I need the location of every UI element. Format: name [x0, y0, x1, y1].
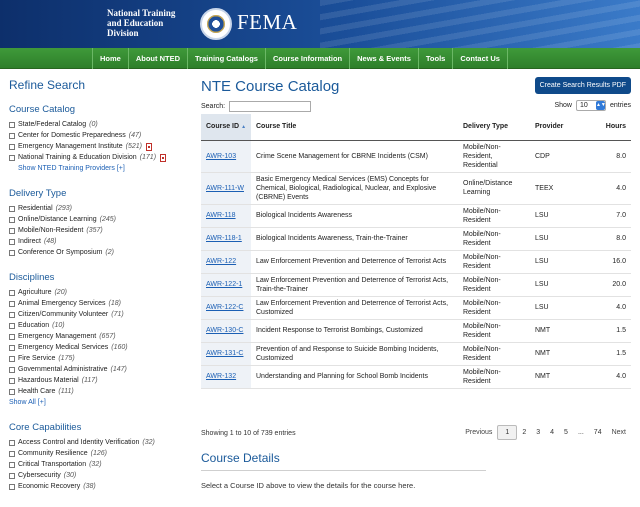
checkbox[interactable]: [9, 367, 15, 373]
pagination: [460, 425, 631, 440]
filter-count: (126): [90, 450, 107, 457]
pdf-icon[interactable]: [146, 143, 152, 151]
page-button[interactable]: 3: [536, 429, 541, 436]
show-all-disciplines-link[interactable]: Show All [+]: [9, 399, 46, 406]
filter-option[interactable]: [9, 364, 189, 375]
course-id-link[interactable]: AWR-118: [206, 212, 236, 219]
filter-label: Online/Distance Learning: [18, 216, 97, 223]
checkbox[interactable]: [9, 217, 15, 223]
filter-count: (32): [142, 439, 155, 446]
provider-cell: LSU: [530, 296, 588, 319]
nav-tools[interactable]: Tools: [419, 48, 453, 69]
column-header-hours[interactable]: Hours: [588, 114, 631, 140]
course-id-link[interactable]: AWR-131-C: [206, 350, 244, 357]
filter-count: (657): [99, 333, 116, 340]
create-pdf-button[interactable]: Create Search Results PDF: [535, 77, 631, 94]
provider-cell: NMT: [530, 319, 588, 342]
nav-training-catalogs[interactable]: Training Catalogs: [188, 48, 266, 69]
delivery-type-cell: Mobile/Non-Resident: [458, 342, 530, 365]
checkbox[interactable]: [9, 312, 15, 318]
filter-option[interactable]: [9, 353, 189, 364]
filter-count: (32): [89, 461, 102, 468]
checkbox[interactable]: [9, 451, 15, 457]
group-title: Delivery Type: [9, 188, 67, 199]
delivery-type-cell: Mobile/Non-Resident: [458, 319, 530, 342]
filter-option[interactable]: [9, 247, 189, 258]
checkbox[interactable]: [9, 356, 15, 362]
table-row: [201, 227, 631, 250]
previous-page-button[interactable]: Previous: [465, 429, 493, 436]
filter-option[interactable]: [9, 470, 189, 481]
provider-cell: NMT: [530, 342, 588, 365]
table-row: [201, 250, 631, 273]
filter-option[interactable]: [9, 298, 189, 309]
filter-count: (111): [58, 388, 74, 395]
filter-label: Emergency Management Institute: [18, 143, 123, 150]
filter-label: Conference Or Symposium: [18, 249, 103, 256]
filter-label: Community Resilience: [18, 450, 88, 457]
nav-contact-us[interactable]: Contact Us: [453, 48, 508, 69]
filter-label: Mobile/Non-Resident: [18, 227, 84, 234]
checkbox[interactable]: [9, 334, 15, 340]
filter-label: Education: [18, 322, 50, 329]
course-id-link[interactable]: AWR-103: [206, 152, 237, 160]
filter-label: Citizen/Community Volunteer: [18, 311, 109, 318]
delivery-type-cell: Mobile/Non-Resident: [458, 204, 530, 227]
checkbox[interactable]: [9, 239, 15, 245]
table-row: [201, 172, 631, 204]
entries-label: entries: [609, 102, 631, 109]
hours-cell: 1.5: [588, 342, 631, 365]
group-title: Course Catalog: [9, 104, 76, 115]
course-details-text: Select a Course ID above to view the details for the course here.: [201, 481, 416, 490]
filter-option[interactable]: [9, 375, 189, 386]
course-title-cell: Biological Incidents Awareness, Train-the-Trainer: [251, 227, 458, 250]
filter-count: (160): [111, 344, 128, 351]
checkbox[interactable]: [9, 122, 15, 128]
filter-label: Access Control and Identity Verification: [18, 439, 140, 446]
filter-option[interactable]: [9, 236, 189, 247]
pdf-icon[interactable]: [160, 154, 166, 162]
chevron-down-icon: ▲▼: [595, 102, 606, 108]
course-title-cell: Basic Emergency Medical Services (EMS) Concepts for Chemical, Biological, Radiological, Nuclear, and Explosive (CBRNE) Events: [251, 172, 458, 204]
filter-option[interactable]: [9, 119, 189, 130]
filter-label: Fire Service: [18, 355, 56, 362]
table-row: [201, 273, 631, 296]
checkbox[interactable]: [9, 462, 15, 468]
search-input[interactable]: [229, 101, 311, 112]
checkbox[interactable]: [9, 290, 15, 296]
agency-logo[interactable]: FEMA: [237, 10, 298, 34]
filter-option[interactable]: [9, 437, 189, 448]
checkbox[interactable]: [9, 389, 15, 395]
hours-cell: 8.0: [588, 227, 631, 250]
filter-option[interactable]: [9, 320, 189, 331]
filter-label: Governmental Administrative: [18, 366, 108, 373]
provider-cell: NMT: [530, 365, 588, 388]
course-id-link[interactable]: AWR-132: [206, 373, 237, 380]
page-button[interactable]: 2: [522, 429, 527, 436]
filter-count: (47): [128, 132, 142, 139]
filter-label: Hazardous Material: [18, 377, 79, 384]
filter-count: (171): [139, 154, 157, 161]
filter-label: Cybersecurity: [18, 472, 61, 479]
filter-option[interactable]: [9, 287, 189, 298]
delivery-type-cell: Mobile/Non-Resident: [458, 250, 530, 273]
filter-option[interactable]: [9, 225, 189, 236]
hours-cell: 4.0: [588, 365, 631, 388]
page-button[interactable]: 74: [593, 429, 602, 436]
filter-label: Emergency Medical Services: [18, 344, 109, 351]
filter-count: (357): [86, 227, 103, 234]
filter-count: (18): [108, 300, 121, 307]
delivery-type-cell: Mobile/Non-Resident, Residential: [458, 140, 530, 172]
page-button-current[interactable]: 1: [497, 425, 517, 440]
divider: [201, 470, 486, 471]
filter-label: Animal Emergency Services: [18, 300, 106, 307]
course-title-cell: Understanding and Planning for School Bomb Incidents: [251, 365, 458, 388]
course-title-cell: Biological Incidents Awareness: [251, 204, 458, 227]
filter-label: National Training & Education Division: [18, 154, 137, 161]
provider-cell: LSU: [530, 204, 588, 227]
hours-cell: 20.0: [588, 273, 631, 296]
filter-label: Indirect: [18, 238, 41, 245]
table-row: [201, 140, 631, 172]
filter-option[interactable]: [9, 342, 189, 353]
checkbox[interactable]: [9, 301, 15, 307]
hours-cell: 16.0: [588, 250, 631, 273]
nav-course-information[interactable]: Course Information: [266, 48, 350, 69]
filter-count: (117): [81, 377, 98, 384]
filter-label: Agriculture: [18, 289, 52, 296]
org-name-line: National Training: [107, 8, 176, 18]
show-label: Show: [554, 102, 572, 109]
filter-option[interactable]: [9, 203, 189, 214]
search-row: [201, 101, 311, 112]
provider-cell: LSU: [530, 250, 588, 273]
provider-cell: LSU: [530, 227, 588, 250]
hours-cell: 8.0: [588, 140, 631, 172]
table-row: [201, 365, 631, 388]
course-id-link[interactable]: AWR-118-1: [206, 235, 242, 242]
delivery-type-cell: Mobile/Non-Resident: [458, 296, 530, 319]
hours-cell: 1.5: [588, 319, 631, 342]
course-title-cell: Prevention of and Response to Suicide Bombing Incidents, Customized: [251, 342, 458, 365]
filter-count: (48): [43, 238, 57, 245]
filter-option[interactable]: [9, 130, 189, 141]
flag-background: [320, 0, 640, 48]
table-info: Showing 1 to 10 of 739 entries: [201, 430, 296, 437]
filter-label: Emergency Management: [18, 333, 97, 340]
filter-count: (10): [52, 322, 65, 329]
pagination-ellipsis: ...: [577, 429, 584, 436]
provider-cell: CDP: [530, 140, 588, 172]
filter-count: (521): [125, 143, 143, 150]
course-table: [201, 114, 631, 389]
course-catalog-group: [9, 104, 189, 174]
org-name-line: and Education: [107, 18, 164, 28]
org-name-line: Division: [107, 28, 139, 38]
filter-option[interactable]: [9, 152, 189, 163]
filter-option[interactable]: [9, 448, 189, 459]
filter-option[interactable]: [9, 331, 189, 342]
column-header-provider[interactable]: Provider: [530, 114, 588, 140]
filter-option[interactable]: [9, 214, 189, 225]
course-id-link[interactable]: AWR-130-C: [206, 327, 244, 334]
delivery-type-group: [9, 188, 189, 258]
refine-search-sidebar: [9, 78, 189, 506]
nav-home[interactable]: Home: [92, 48, 129, 69]
table-row: [201, 342, 631, 365]
course-id-link[interactable]: AWR-111-W: [206, 184, 244, 192]
table-row: [201, 319, 631, 342]
sort-ascending-icon: ▲: [241, 124, 247, 131]
table-header-row: [201, 114, 631, 140]
page-length-control: [554, 100, 631, 111]
group-title: Core Capabilities: [9, 422, 82, 433]
course-title-cell: Crime Scene Management for CBRNE Incidents (CSM): [251, 140, 458, 172]
filter-count: (245): [99, 216, 116, 223]
filter-option[interactable]: [9, 386, 189, 397]
dhs-seal-icon[interactable]: [200, 8, 232, 40]
checkbox[interactable]: [9, 473, 15, 479]
course-title-cell: Law Enforcement Prevention and Deterrence of Terrorist Acts, Train-the-Trainer: [251, 273, 458, 296]
checkbox[interactable]: [9, 206, 15, 212]
site-header: [0, 0, 640, 48]
show-providers-link[interactable]: Show NTED Training Providers [+]: [18, 165, 125, 172]
filter-count: (0): [89, 121, 98, 128]
hours-cell: 4.0: [588, 172, 631, 204]
checkbox[interactable]: [9, 250, 15, 256]
filter-count: (71): [111, 311, 124, 318]
filter-count: (2): [105, 249, 114, 256]
filter-count: (38): [83, 483, 96, 490]
checkbox[interactable]: [9, 440, 15, 446]
filter-count: (175): [58, 355, 75, 362]
checkbox[interactable]: [9, 144, 15, 150]
page-button[interactable]: 5: [564, 429, 568, 436]
nav-news-events[interactable]: News & Events: [350, 48, 419, 69]
column-header-course-title[interactable]: Course Title: [251, 114, 458, 140]
provider-cell: TEEX: [530, 172, 588, 204]
disciplines-group: [9, 272, 189, 408]
table-row: [201, 296, 631, 319]
hours-cell: 7.0: [588, 204, 631, 227]
filter-label: State/Federal Catalog: [18, 121, 87, 128]
page-length-select[interactable]: [576, 100, 606, 111]
checkbox[interactable]: [9, 228, 15, 234]
filter-label: Residential: [18, 205, 53, 212]
delivery-type-cell: Mobile/Non-Resident: [458, 227, 530, 250]
filter-label: Health Care: [18, 388, 56, 395]
course-id-link[interactable]: AWR-122-1: [206, 281, 243, 288]
main-nav: [0, 48, 640, 69]
hours-cell: 4.0: [588, 296, 631, 319]
checkbox[interactable]: [9, 345, 15, 351]
filter-count: (20): [54, 289, 67, 296]
page-length-value: 10: [579, 102, 588, 109]
org-name[interactable]: [107, 8, 197, 38]
filter-label: Center for Domestic Preparedness: [18, 132, 126, 139]
column-header-delivery-type[interactable]: Delivery Type: [458, 114, 530, 140]
course-details-title: Course Details: [201, 451, 280, 465]
table-row: [201, 204, 631, 227]
sidebar-title: Refine Search: [9, 78, 86, 92]
filter-count: (30): [63, 472, 77, 479]
checkbox[interactable]: [9, 323, 15, 329]
course-id-link[interactable]: AWR-122-C: [206, 304, 244, 311]
delivery-type-cell: Mobile/Non-Resident: [458, 273, 530, 296]
filter-label: Economic Recovery: [18, 483, 81, 490]
page-button[interactable]: 4: [550, 429, 555, 436]
checkbox[interactable]: [9, 155, 15, 161]
provider-cell: LSU: [530, 273, 588, 296]
next-page-button[interactable]: Next: [611, 429, 626, 436]
filter-option[interactable]: [9, 481, 189, 492]
delivery-type-cell: Mobile/Non-Resident: [458, 365, 530, 388]
course-title-cell: Law Enforcement Prevention and Deterrence of Terrorist Acts, Customized: [251, 296, 458, 319]
column-header-course-id[interactable]: Course ID ▲: [201, 114, 251, 140]
filter-option[interactable]: [9, 141, 189, 152]
checkbox[interactable]: [9, 484, 15, 490]
page-title: NTE Course Catalog: [201, 78, 340, 95]
search-label: Search:: [201, 103, 226, 110]
nav-about-nted[interactable]: About NTED: [129, 48, 188, 69]
group-title: Disciplines: [9, 272, 55, 283]
checkbox[interactable]: [9, 133, 15, 139]
course-title-cell: Law Enforcement Prevention and Deterrence of Terrorist Acts: [251, 250, 458, 273]
delivery-type-cell: Online/Distance Learning: [458, 172, 530, 204]
filter-label: Critical Transportation: [18, 461, 87, 468]
filter-count: (147): [110, 366, 127, 373]
checkbox[interactable]: [9, 378, 15, 384]
course-title-cell: Incident Response to Terrorist Bombings, Customized: [251, 319, 458, 342]
core-capabilities-group: [9, 422, 189, 492]
filter-count: (293): [55, 205, 72, 212]
filter-option[interactable]: [9, 309, 189, 320]
filter-option[interactable]: [9, 459, 189, 470]
course-id-link[interactable]: AWR-122: [206, 258, 237, 265]
